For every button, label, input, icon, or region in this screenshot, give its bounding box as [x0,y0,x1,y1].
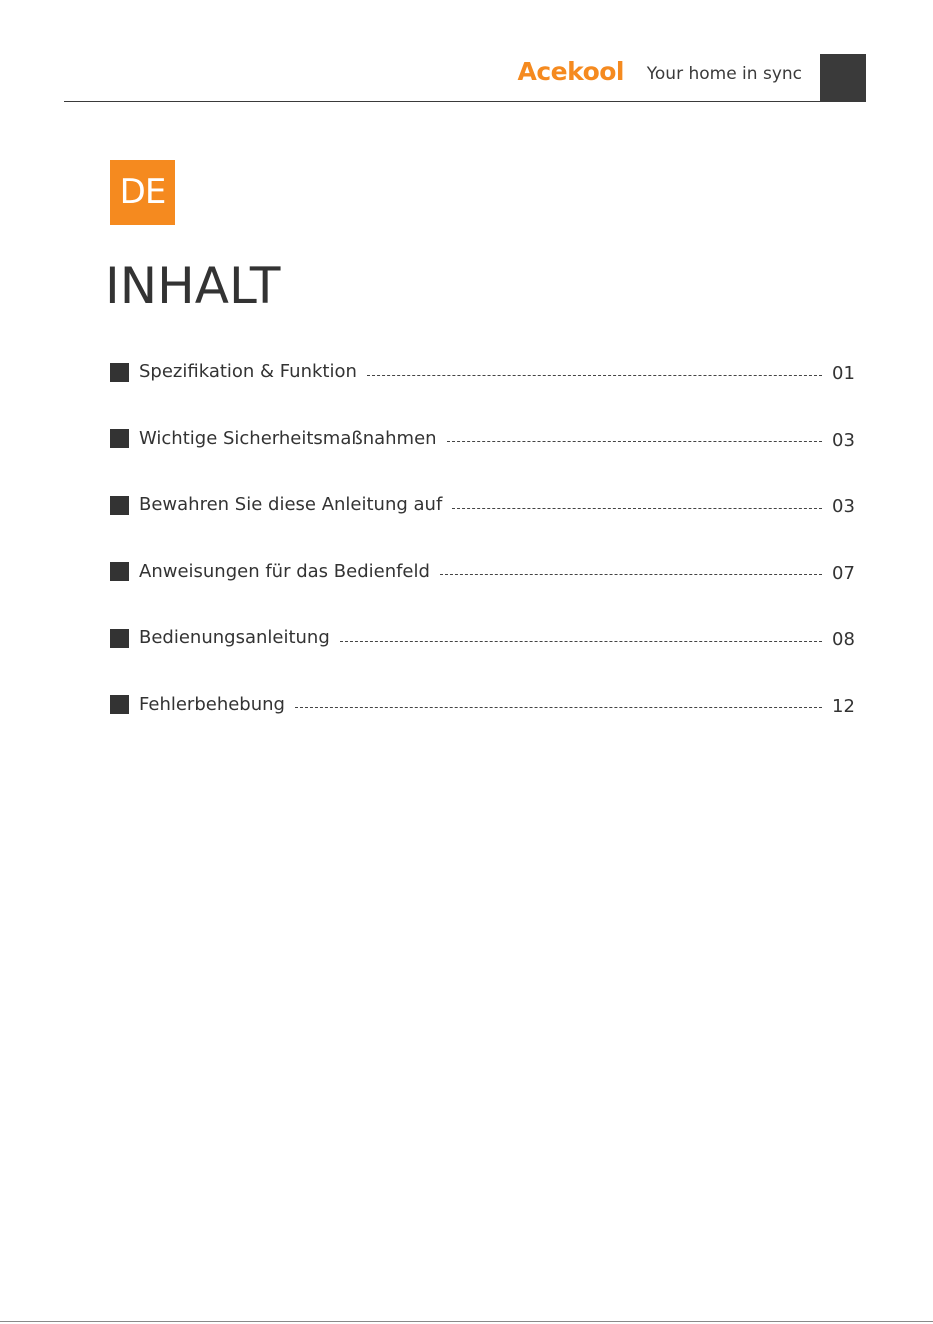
toc-entry-page: 08 [832,629,855,651]
toc-entry[interactable] [110,355,854,389]
toc-entry-page: 03 [832,496,855,518]
language-badge: DE [110,160,175,225]
dotted-leader [367,375,822,376]
square-bullet-icon [110,695,129,714]
page-title: INHALT [105,257,281,315]
toc-entry-page: 07 [832,562,855,584]
toc-entry-label: Wichtige Sicherheitsmaßnahmen [139,427,437,449]
toc-entry[interactable] [110,488,854,522]
toc-entry-page: 12 [832,695,855,717]
page-tab-marker [820,54,866,101]
toc-entry[interactable] [110,621,854,655]
square-bullet-icon [110,629,129,648]
dotted-leader [452,508,822,509]
brand-logo: Acekool [517,57,624,86]
dotted-leader [295,707,822,708]
toc-entry-label: Bewahren Sie diese Anleitung auf [139,494,443,516]
page-header [64,54,866,102]
toc-entry-page: 03 [832,429,855,451]
square-bullet-icon [110,496,129,515]
toc-entry[interactable] [110,555,854,589]
toc-entry-label: Spezifikation & Funktion [139,361,357,382]
square-bullet-icon [110,429,129,448]
table-of-contents [110,355,854,755]
dotted-leader [440,574,822,575]
toc-entry[interactable] [110,688,854,722]
square-bullet-icon [110,562,129,581]
toc-entry-label: Bedienungsanleitung [139,627,330,649]
footer-rule [0,1321,933,1322]
dotted-leader [340,641,822,642]
toc-entry[interactable] [110,422,854,456]
brand-tagline: Your home in sync [646,64,802,84]
toc-entry-label: Fehlerbehebung [139,693,285,715]
dotted-leader [447,441,822,442]
square-bullet-icon [110,363,129,382]
toc-entry-page: 01 [832,363,855,384]
toc-entry-label: Anweisungen für das Bedienfeld [139,560,430,582]
